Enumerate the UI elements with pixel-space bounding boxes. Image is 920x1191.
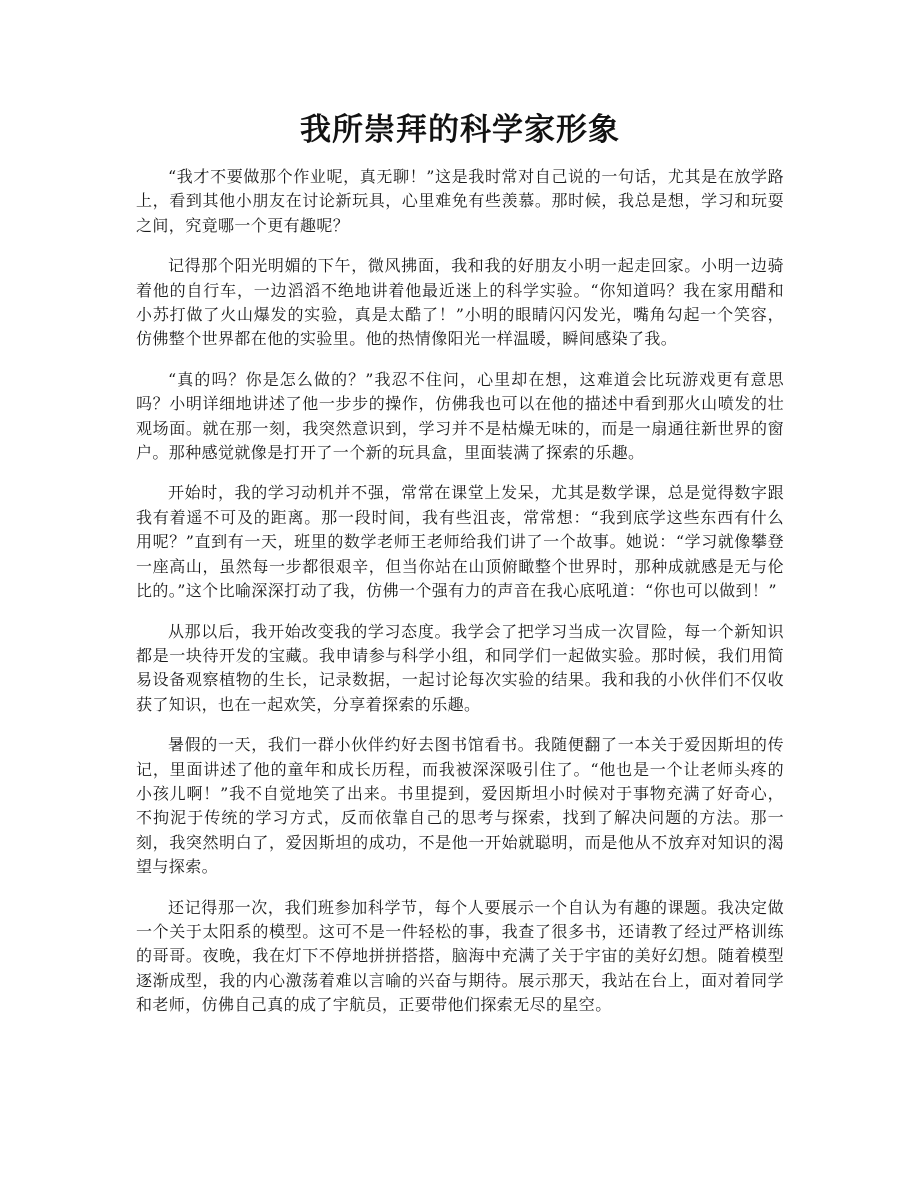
paragraph-2: 记得那个阳光明媚的下午，微风拂面，我和我的好朋友小明一起走回家。小明一边骑着他的自行车，一边滔滔不绝地讲着他最近迷上的科学实验。“你知道吗？我在家用醋和小苏打做了火山爆发的实验，真是太酷了！”小明的眼睛闪闪发光，嘴角勾起一个笑容，仿佛整个世界都在他的实验里。他的热情像阳光一样温暖，瞬间感染了我。: [136, 256, 784, 349]
paragraph-1: “我才不要做那个作业呢，真无聊！”这是我时常对自己说的一句话，尤其是在放学路上，看到其他小朋友在讨论新玩具，心里难免有些羡慕。那时候，我总是想，学习和玩耍之间，究竟哪一个更有趣呢？: [136, 167, 784, 235]
paragraph-6: 暑假的一天，我们一群小伙伴约好去图书馆看书。我随便翻了一本关于爱因斯坦的传记，里面讲述了他的童年和成长历程，而我被深深吸引住了。“他也是一个让老师头疼的小孩儿啊！”我不自觉地笑了出来。书里提到，爱因斯坦小时候对于事物充满了好奇心，不拘泥于传统的学习方式，反而依靠自己的思考与探索，找到了解决问题的方法。那一刻，我突然明白了，爱因斯坦的成功，不是他一开始就聪明，而是他从不放弃对知识的渴望与探索。: [136, 735, 784, 877]
paragraph-3: “真的吗？你是怎么做的？”我忍不住问，心里却在想，这难道会比玩游戏更有意思吗？小明详细地讲述了他一步步的操作，仿佛我也可以在他的描述中看到那火山喷发的壮观场面。就在那一刻，我突然意识到，学习并不是枯燥无味的，而是一扇通往新世界的窗户。那种感觉就像是打开了一个新的玩具盒，里面装满了探索的乐趣。: [136, 369, 784, 463]
paragraph-7: 还记得那一次，我们班参加科学节，每个人要展示一个自认为有趣的课题。我决定做一个关于太阳系的模型。这可不是一件轻松的事，我查了很多书，还请教了经过严格训练的哥哥。夜晚，我在灯下不停地拼拼搭搭，脑海中充满了关于宇宙的美好幻想。随着模型逐渐成型，我的内心激荡着难以言喻的兴奋与期待。展示那天，我站在台上，面对着同学和老师，仿佛自己真的成了宇航员，正要带他们探索无尽的星空。: [136, 897, 784, 1015]
paragraph-4: 开始时，我的学习动机并不强，常常在课堂上发呆，尤其是数学课，总是觉得数字跟我有着遥不可及的距离。那一段时间，我有些沮丧，常常想：“我到底学这些东西有什么用呢？”直到有一天，班里的数学老师王老师给我们讲了一个故事。她说：“学习就像攀登一座高山，虽然每一步都很艰辛，但当你站在山顶俯瞰整个世界时，那种成就感是无与伦比的。”这个比喻深深打动了我，仿佛一个强有力的声音在我心底吼道：“你也可以做到！”: [136, 483, 784, 601]
paragraph-5: 从那以后，我开始改变我的学习态度。我学会了把学习当成一次冒险，每一个新知识都是一块待开发的宝藏。我申请参与科学小组，和同学们一起做实验。那时候，我们用简易设备观察植物的生长，记录数据，一起讨论每次实验的结果。我和我的小伙伴们不仅收获了知识，也在一起欢笑，分享着探索的乐趣。: [136, 621, 784, 714]
document-body: [136, 165, 784, 1034]
document-title: 我所崇拜的科学家形象: [300, 112, 620, 148]
